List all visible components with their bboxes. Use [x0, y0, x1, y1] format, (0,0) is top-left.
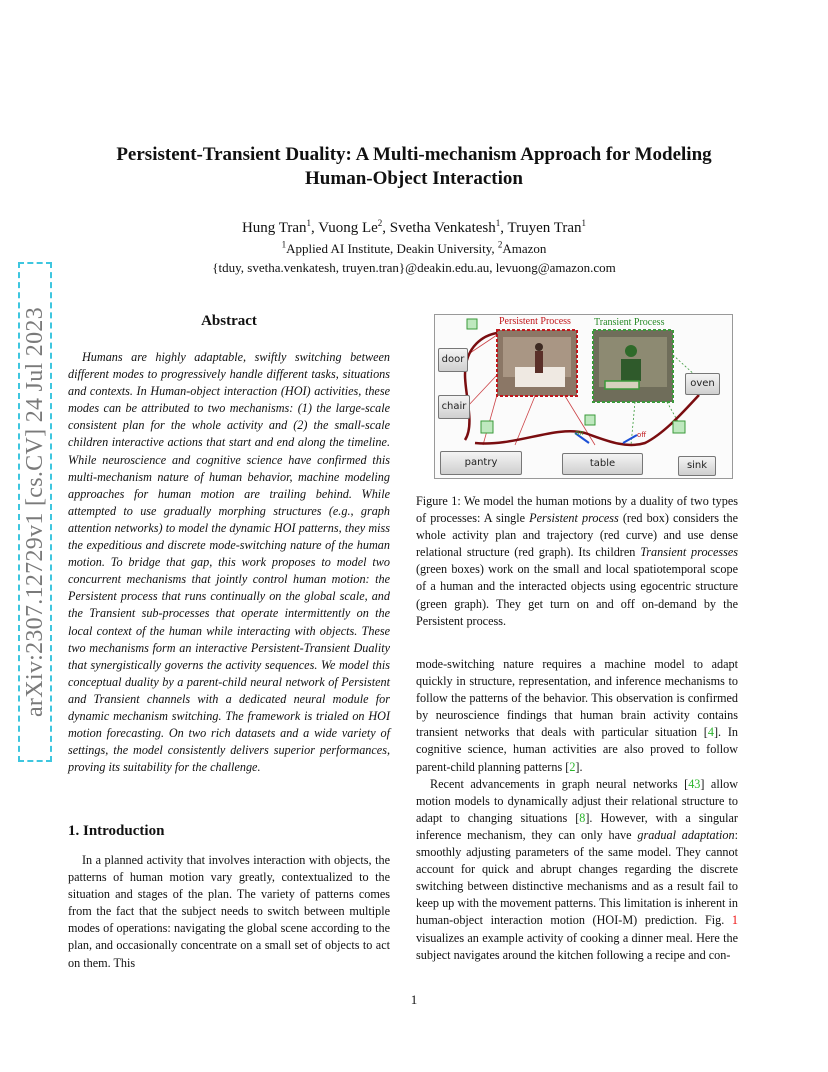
object-pantry: pantry — [440, 451, 522, 475]
arxiv-stamp-text: arXiv:2307.12729v1 [cs.CV] 24 Jul 2023 — [22, 306, 48, 718]
object-table: table — [562, 453, 643, 475]
persistent-process-label: Persistent Process — [499, 316, 571, 327]
citation-link[interactable]: 4 — [707, 725, 714, 740]
author-1: Hung Tran$^1$ — [241, 218, 312, 236]
object-chair: chair — [438, 395, 470, 419]
object-oven: oven — [685, 373, 720, 395]
author-emails: {tduy, svetha.venkatesh, truyen.tran}@deakin.edu.au, levuong@amazon.com — [212, 260, 616, 275]
right-paragraph-2: Recent advancements in graph neural networks [43] allow motion models to dynamically adjust their relational structure to adapt to changing situations [8]. However, with a singular inference mechanism, they can only have gradual adaptation: smoothly adjusting parameters of the same model. They cannot account for quick and abrupt changes regarding the discrete switching between distinctive mechanisms and as a result fail to keep up with the movement patterns. This limitation is inherent in human-object interaction motion (HOI-M) prediction. Fig. 1 visualizes an example activity of cooking a dinner meal. Here the subject navigates around the kitchen following a recipe and con- — [416, 776, 738, 962]
intro-text: In a planned activity that involves interaction with objects, the patterns of human motion vary greatly, contextualized to the situation and stages of the plan. The variety of patterns comes from the fact that the subject needs to switch between multiple modes of operations: navigating the global scene according to the plan, and occasionally concentrate on a small set of objects to act on them. This — [68, 853, 390, 970]
right-column-text — [416, 656, 738, 964]
figure-reference-link[interactable]: 1 — [731, 913, 738, 928]
off-arrow — [623, 435, 637, 443]
persistent-person-body — [535, 351, 543, 373]
citation-link[interactable]: 8 — [579, 810, 586, 825]
green-marker-1 — [481, 421, 493, 433]
figure-1 — [434, 314, 733, 479]
author-list: Hung Tran$^1$, Vuong Le$^2$, Svetha Venkatesh$^1$, Truyen Tran$^1$ — [241, 218, 587, 236]
green-marker-4 — [467, 319, 477, 329]
object-sink: sink — [678, 456, 716, 476]
author-4: Truyen Tran$^1$ — [507, 218, 587, 236]
title-line-1: Persistent-Transient Duality: A Multi-mechanism Approach for Modeling — [116, 144, 712, 165]
right-paragraph-1: mode-switching nature requires a machine model to adapt quickly in structure, representation, and inference mechanisms to follow the patterns of the behavior. This observation is confirmed by neuroscience findings that human brain activity contains transient networks that deals with particular situation [4]. In cognitive science, human activities are also proved to follow parent-child planning patterns [2]. — [416, 657, 738, 774]
off-label: off — [637, 431, 647, 439]
title-line-2: Human-Object Interaction — [305, 168, 523, 189]
intro-heading: 1. Introduction — [68, 823, 165, 839]
arxiv-stamp — [18, 262, 52, 762]
paper-title — [80, 143, 748, 191]
affiliations: $^1$Applied AI Institute, Deakin University, $^2$Amazon — [281, 239, 547, 256]
transient-person-head — [625, 345, 637, 357]
green-marker-2 — [585, 415, 595, 425]
page-number: 1 — [410, 992, 418, 1007]
persistent-person-head — [535, 343, 543, 351]
author-3: Svetha Venkatesh$^1$ — [389, 218, 501, 236]
author-2: Vuong Le$^2$ — [318, 218, 383, 236]
object-door: door — [438, 348, 468, 372]
citation-link[interactable]: 2 — [569, 759, 576, 774]
abstract-text: Humans are highly adaptable, swiftly switching between different modes to progressively handle different tasks, situations and contexts. In Human-object interaction (HOI) activities, these modes can be attributed to two mechanisms: (1) the large-scale consistent plan for the whole activity and (2) the small-scale children interactive actions that start and end along the timeline. While neuroscience and cognitive science have confirmed this multi-mechanism nature of human behavior, machine modeling approaches for human motion are trailing behind. While attempted to use gradually morphing structures (e.g., graph attention networks) to model the dynamic HOI patterns, they miss the expeditious and discrete mode-switching nature of the human motion. To bridge that gap, this work proposes to model two concurrent mechanisms that jointly control human motion: the Persistent process that runs continually on the global scale, and the Transient sub-processes that operate intermittently on the local context of the human while interacting with objects. These two mechanisms form an interactive Persistent-Transient Duality that synergistically governs the activity sequences. We model this conceptual duality by a parent-child neural network of Persistent and Transient channels with a dedicated neural module for dynamic mechanism switching. The framework is trialed on HOI motion forecasting. On two rich datasets and a wide variety of settings, the model consistently delivers superior performances, proving its suitability for the challenge. — [68, 350, 390, 775]
green-marker-3 — [673, 421, 685, 433]
citation-link[interactable]: 43 — [688, 776, 701, 791]
figure-1-caption: Figure 1: We model the human motions by a duality of two types of processes: A single Persistent process (red box) considers the whole activity plan and trajectory (red curve) and use dense relational structure (red graph). Its children Transient processes (green boxes) work on the small and local spatiotemporal scope of a human and the interacted objects using egocentric structure (green graph). They get turn on and off on-demand by the Persistent process. — [416, 494, 739, 628]
transient-person-body — [621, 359, 641, 381]
abstract-heading: Abstract — [201, 313, 257, 329]
transient-object-box — [605, 381, 639, 389]
transient-process-label: Transient Process — [594, 317, 665, 328]
on-label: on — [575, 429, 584, 437]
